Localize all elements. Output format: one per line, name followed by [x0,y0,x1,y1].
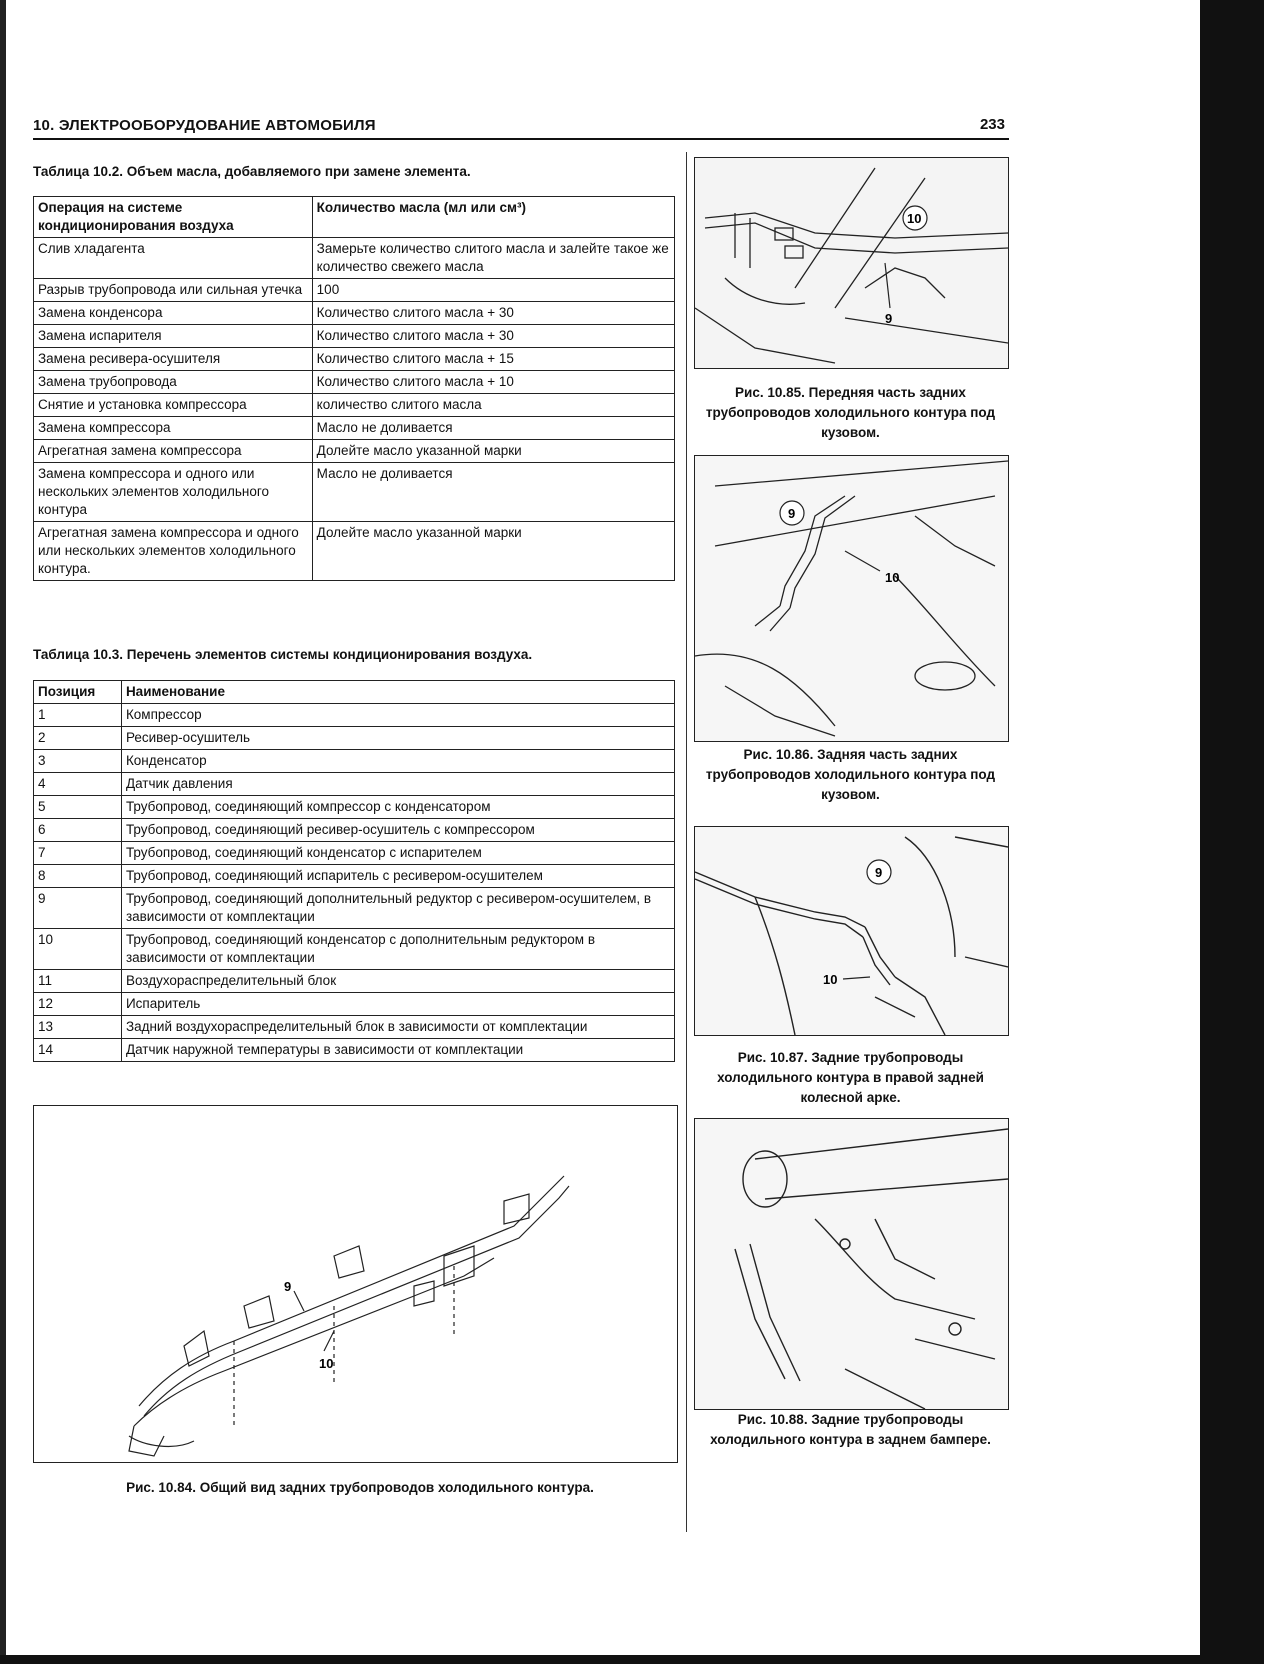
table-row [34,238,675,279]
table-cell: Количество слитого масла + 15 [312,348,674,371]
table-cell: 4 [34,773,122,796]
table-cell: Замена компрессора и одного или нескольких элементов холодильного контура [34,463,313,522]
table-cell: Трубопровод, соединяющий конденсатор с испарителем [121,842,674,865]
callout-10: 10 [319,1356,334,1371]
callout-10: 10 [907,211,922,226]
scan-edge-right [1200,0,1264,1664]
pipe-assembly-drawing [34,1106,677,1462]
figure-10-86-caption: Рис. 10.86. Задняя часть задних трубопроводов холодильного контура под кузовом. [705,747,996,802]
table-cell: количество слитого масла [312,394,674,417]
callout-10: 10 [885,570,900,585]
table-row [34,1039,675,1062]
figure-10-88 [694,1118,1009,1410]
table-cell: 5 [34,796,122,819]
callout-9: 9 [284,1279,292,1294]
table-header-cell: Количество масла (мл или см³) [312,197,674,238]
table-cell: Слив хладагента [34,238,313,279]
table-cell: 9 [34,888,122,929]
table-header-cell: Операция на системе кондиционирования воздуха [34,197,313,238]
scan-edge-left [0,0,6,1664]
table-cell: 2 [34,727,122,750]
table-row [34,348,675,371]
table-cell: 100 [312,279,674,302]
figure-10-87-caption: Рис. 10.87. Задние трубопроводы холодильного контура в правой задней колесной арке. [717,1050,984,1105]
table-header-cell: Позиция [34,681,122,704]
table-row [34,463,675,522]
table-row [34,394,675,417]
photo-pipes-right-wheel-arch [695,827,1008,1035]
table-row [34,371,675,394]
table-cell: Масло не доливается [312,417,674,440]
table-cell: 12 [34,993,122,1016]
table-cell: Долейте масло указанной марки [312,440,674,463]
table-row [34,417,675,440]
table-row [34,750,675,773]
table-cell: Воздухораспределительный блок [121,970,674,993]
table-row [34,325,675,348]
photo-pipes-rear-under-body [695,456,1008,741]
callout-10: 10 [823,972,838,987]
table-10-3-caption: Таблица 10.3. Перечень элементов системы кондиционирования воздуха. [33,647,533,662]
table-10-3 [33,680,675,1062]
table-cell: Трубопровод, соединяющий конденсатор с дополнительным редуктором в зависимости от комплектации [121,929,674,970]
table-cell: 3 [34,750,122,773]
table-row [34,727,675,750]
table-cell: Агрегатная замена компрессора и одного или нескольких элементов холодильного контура. [34,522,313,581]
table-cell: 8 [34,865,122,888]
table-row [34,796,675,819]
table-cell: Замена ресивера-осушителя [34,348,313,371]
table-cell: Трубопровод, соединяющий компрессор с конденсатором [121,796,674,819]
table-cell: Снятие и установка компрессора [34,394,313,417]
table-cell: 7 [34,842,122,865]
table-row [34,773,675,796]
table-row [34,704,675,727]
table-cell: Датчик давления [121,773,674,796]
figure-10-84-caption: Рис. 10.84. Общий вид задних трубопроводов холодильного контура. [126,1480,594,1495]
table-cell: Трубопровод, соединяющий дополнительный редуктор с ресивером-осушителем, в зависимости от комплектации [121,888,674,929]
table-10-2 [33,196,675,581]
table-row [34,819,675,842]
table-cell: 11 [34,970,122,993]
table-cell: 1 [34,704,122,727]
callout-9: 9 [885,311,893,326]
table-cell: Задний воздухораспределительный блок в зависимости от комплектации [121,1016,674,1039]
table-cell: Агрегатная замена компрессора [34,440,313,463]
table-cell: Замена трубопровода [34,371,313,394]
table-row [34,993,675,1016]
callout-9: 9 [875,865,883,880]
table-cell: Трубопровод, соединяющий испаритель с ресивером-осушителем [121,865,674,888]
figure-10-88-caption: Рис. 10.88. Задние трубопроводы холодильного контура в заднем бампере. [710,1412,991,1447]
photo-pipes-front-under-body [695,158,1008,368]
figure-10-85-caption: Рис. 10.85. Передняя часть задних трубопроводов холодильного контура под кузовом. [705,385,996,440]
table-cell: Датчик наружной температуры в зависимости от комплектации [121,1039,674,1062]
table-10-2-caption: Таблица 10.2. Объем масла, добавляемого при замене элемента. [33,164,471,179]
table-cell: Замена конденсора [34,302,313,325]
table-cell: Разрыв трубопровода или сильная утечка [34,279,313,302]
table-row [34,440,675,463]
table-row [34,842,675,865]
photo-pipes-rear-bumper [695,1119,1008,1409]
table-cell: Компрессор [121,704,674,727]
scan-edge-bottom [0,1655,1264,1664]
table-header-cell: Наименование [121,681,674,704]
table-cell: Масло не доливается [312,463,674,522]
table-cell: 13 [34,1016,122,1039]
table-row [34,865,675,888]
figure-10-86 [694,455,1009,742]
table-row [34,929,675,970]
table-cell: Испаритель [121,993,674,1016]
table-cell: Замена компрессора [34,417,313,440]
table-row [34,970,675,993]
table-row [34,302,675,325]
table-cell: 6 [34,819,122,842]
table-row [34,1016,675,1039]
section-title: 10. ЭЛЕКТРООБОРУДОВАНИЕ АВТОМОБИЛЯ [33,117,376,134]
table-cell: Замена испарителя [34,325,313,348]
table-row [34,888,675,929]
figure-10-85 [694,157,1009,369]
figure-10-84 [33,1105,678,1463]
table-cell: 14 [34,1039,122,1062]
table-cell: Конденсатор [121,750,674,773]
table-row [34,279,675,302]
table-row [34,522,675,581]
figure-10-87 [694,826,1009,1036]
callout-9: 9 [788,506,796,521]
table-cell: Количество слитого масла + 30 [312,325,674,348]
page-number: 233 [979,116,1005,133]
table-cell: Долейте масло указанной марки [312,522,674,581]
table-cell: Трубопровод, соединяющий ресивер-осушитель с компрессором [121,819,674,842]
table-cell: Замерьте количество слитого масла и залейте такое же количество свежего масла [312,238,674,279]
page-header [33,116,1009,140]
table-cell: 10 [34,929,122,970]
table-cell: Количество слитого масла + 30 [312,302,674,325]
table-cell: Ресивер-осушитель [121,727,674,750]
table-cell: Количество слитого масла + 10 [312,371,674,394]
column-divider [686,152,687,1532]
